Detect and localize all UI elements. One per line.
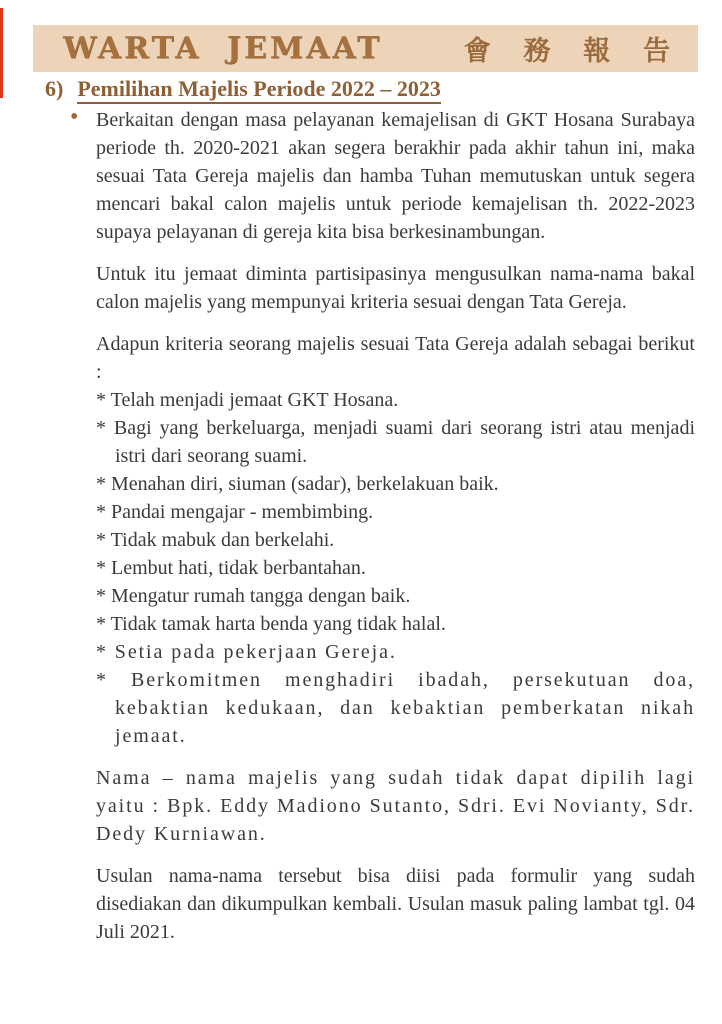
ineligible-names-paragraph: Nama – nama majelis yang sudah tidak dapat dipilih lagi yaitu : Bpk. Eddy Madiono Sutanto, Sdri. Evi Novianty, Sdr. Dedy Kurniawan. [96, 767, 695, 845]
intro-bullet-item [70, 104, 695, 246]
announcement-body [70, 104, 695, 960]
criteria-item: * Menahan diri, siuman (sadar), berkelakuan baik. [96, 473, 499, 495]
criteria-item: * Berkomitmen menghadiri ibadah, persekutuan doa, kebaktian kedukaan, dan kebaktian pemberkatan nikah jemaat. [96, 669, 695, 747]
criteria-item: * Tidak tamak harta benda yang tidak halal. [96, 613, 446, 635]
criteria-item: * Telah menjadi jemaat GKT Hosana. [96, 389, 399, 411]
criteria-item: * Setia pada pekerjaan Gereja. [96, 641, 397, 663]
criteria-lead-paragraph: Adapun kriteria seorang majelis sesuai Tata Gereja adalah sebagai berikut : [96, 333, 695, 383]
masthead-title: WARTA JEMAAT [63, 31, 383, 66]
section-heading [45, 76, 441, 102]
section-title: Pemilihan Majelis Periode 2022 – 2023 [77, 76, 441, 104]
submission-paragraph: Usulan nama-nama tersebut bisa diisi pada formulir yang sudah disediakan dan dikumpulkan kembali. Usulan masuk paling lambat tgl. 04 Juli 2021. [96, 865, 695, 943]
masthead-banner [33, 25, 698, 72]
criteria-item: * Bagi yang berkeluarga, menjadi suami dari seorang istri atau menjadi istri dari seorang suami. [96, 417, 695, 467]
intro-paragraph: Berkaitan dengan masa pelayanan kemajelisan di GKT Hosana Surabaya periode th. 2020-2021 akan segera berakhir pada akhir tahun ini, maka sesuai Tata Gereja majelis dan hamba Tuhan memutuskan untuk segera mencari bakal calon majelis untuk periode kemajelisan th. 2022-2023 supaya pelayanan di gereja kita bisa berkesinambungan. [96, 109, 695, 243]
scan-edge-mark [0, 8, 3, 98]
participation-paragraph: Untuk itu jemaat diminta partisipasinya mengusulkan nama-nama bakal calon majelis yang mempunyai kriteria sesuai dengan Tata Gereja. [96, 263, 695, 313]
criteria-item: * Pandai mengajar - membimbing. [96, 501, 374, 523]
criteria-item: * Tidak mabuk dan berkelahi. [96, 529, 335, 551]
criteria-list [96, 386, 695, 750]
masthead-chinese-title: 會 務 報 告 [463, 36, 670, 66]
criteria-item: * Lembut hati, tidak berbantahan. [96, 557, 366, 579]
bullet-icon: • [70, 104, 79, 130]
section-number: 6) [45, 76, 64, 101]
criteria-item: * Mengatur rumah tangga dengan baik. [96, 585, 411, 607]
